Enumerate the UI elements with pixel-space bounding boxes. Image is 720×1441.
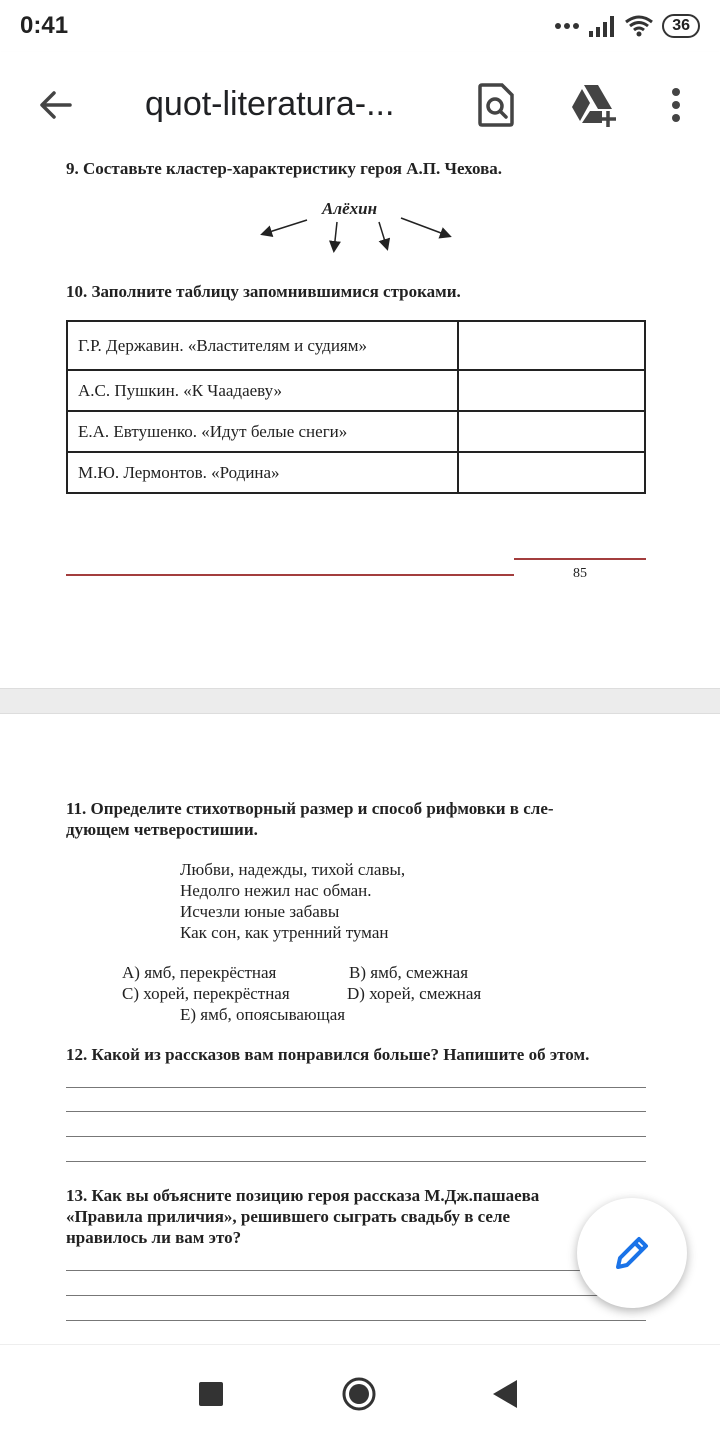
quotes-table	[66, 320, 646, 494]
table-cell-answer	[458, 452, 645, 493]
option-d: D) хорей, смежная	[347, 984, 482, 1003]
cluster-center-label: Алёхин	[322, 199, 378, 218]
question-13-line-2: «Правила приличия», решившего сыграть свадьбу в селе	[66, 1207, 511, 1226]
table-cell-author: Е.А. Евтушенко. «Идут белые снеги»	[67, 411, 458, 452]
signal-icon	[588, 15, 616, 37]
option-e: E) ямб, опоясывающая	[180, 1005, 346, 1024]
status-icons	[554, 12, 700, 40]
table-cell-answer	[458, 411, 645, 452]
table-row	[67, 370, 645, 411]
table-row	[67, 321, 645, 370]
wifi-icon	[624, 14, 654, 38]
option-a: A) ямб, перекрёстная	[122, 963, 277, 982]
home-circle-icon[interactable]	[341, 1376, 377, 1412]
answer-line	[66, 1087, 646, 1088]
status-bar	[0, 0, 720, 52]
question-10: 10. Заполните таблицу запомнившимися строками.	[66, 282, 461, 301]
poem-line: Как сон, как утренний туман	[180, 923, 389, 942]
table-row	[67, 411, 645, 452]
poem-line: Любви, надежды, тихой славы,	[180, 860, 406, 879]
answer-line	[66, 1320, 646, 1321]
question-11-line-1: 11. Определите стихотворный размер и способ рифмовки в сле-	[66, 799, 554, 818]
option-b: B) ямб, смежная	[349, 963, 469, 982]
poem-line: Исчезли юные забавы	[180, 902, 340, 921]
footer-rule-short	[514, 558, 646, 560]
table-cell-author: А.С. Пушкин. «К Чаадаеву»	[67, 370, 458, 411]
search-document-icon[interactable]	[468, 77, 524, 133]
option-c: C) хорей, перекрёстная	[122, 984, 290, 1003]
poem-line: Недолго нежил нас обман.	[180, 881, 372, 900]
answer-line	[66, 1111, 646, 1112]
edit-button[interactable]	[577, 1198, 687, 1308]
answer-line	[66, 1270, 646, 1271]
document-viewer[interactable]	[0, 162, 720, 1344]
recents-square-icon[interactable]	[199, 1382, 223, 1406]
back-arrow-icon[interactable]	[28, 77, 84, 133]
more-vert-icon[interactable]	[648, 77, 704, 133]
page-separator	[0, 688, 720, 714]
table-cell-answer	[458, 321, 645, 370]
table-cell-author: М.Ю. Лермонтов. «Родина»	[67, 452, 458, 493]
question-13-line-1: 13. Как вы объясните позицию героя рассказа М.Дж.пашаева	[66, 1186, 540, 1205]
cluster-arrows	[255, 210, 460, 260]
status-time: 0:41	[20, 12, 69, 39]
question-13-line-3: нравилось ли вам это?	[66, 1228, 242, 1247]
answer-line	[66, 1295, 646, 1296]
footer-rule-long	[66, 574, 514, 576]
system-nav-bar	[0, 1344, 720, 1441]
dots-icon	[554, 22, 580, 30]
battery-icon: 36	[662, 14, 700, 38]
table-row	[67, 452, 645, 493]
edit-pencil-icon	[612, 1233, 652, 1273]
table-cell-author: Г.Р. Державин. «Властителям и судиям»	[67, 321, 458, 370]
table-cell-answer	[458, 370, 645, 411]
question-9: 9. Составьте кластер-характеристику героя А.П. Чехова.	[66, 162, 503, 178]
document-title: quot-literatura-...	[145, 85, 395, 123]
answer-line	[66, 1136, 646, 1137]
question-11-line-2: дующем четверостишии.	[66, 820, 258, 839]
page-number: 85	[573, 566, 587, 581]
back-triangle-icon[interactable]	[493, 1380, 517, 1408]
app-bar	[0, 52, 720, 163]
poem	[180, 859, 405, 943]
answer-line	[66, 1161, 646, 1162]
question-12: 12. Какой из рассказов вам понравился больше? Напишите об этом.	[66, 1045, 590, 1064]
add-to-drive-icon[interactable]	[564, 77, 620, 133]
